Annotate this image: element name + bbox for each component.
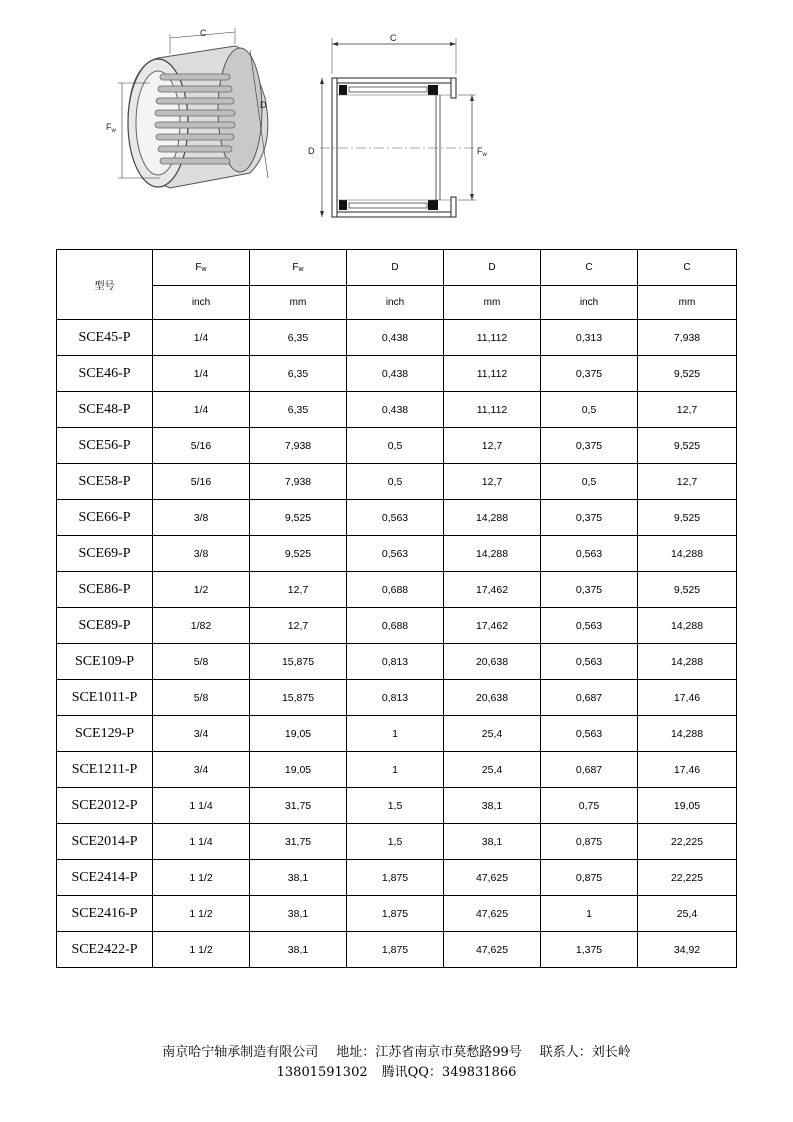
value-cell: 1 1/2 [153,932,250,968]
table-row [57,536,737,572]
value-cell: 15,875 [250,644,347,680]
value-cell: 14,288 [638,716,737,752]
company-name: 南京哈宁轴承制造有限公司 [162,1045,319,1060]
value-cell: 1,875 [347,932,444,968]
section-fw-label: $F_w$ [477,146,487,158]
value-cell: 0,688 [347,572,444,608]
value-cell: 0,875 [541,860,638,896]
value-cell: 12,7 [638,392,737,428]
value-cell: 47,625 [444,896,541,932]
value-cell: 1 1/4 [153,824,250,860]
value-cell: 38,1 [444,824,541,860]
value-cell: 11,112 [444,356,541,392]
table-row [57,680,737,716]
value-cell: 1,5 [347,788,444,824]
bearing-figures [0,0,793,240]
col-header-fw-inch: Fw [153,250,250,286]
value-cell: 1/2 [153,572,250,608]
model-cell: SCE2414-P [57,860,153,896]
table-row [57,896,737,932]
value-cell: 22,225 [638,860,737,896]
bearing-section-drawing [300,30,500,230]
value-cell: 12,7 [444,428,541,464]
value-cell: 38,1 [250,896,347,932]
value-cell: 31,75 [250,788,347,824]
value-cell: 0,75 [541,788,638,824]
value-cell: 47,625 [444,860,541,896]
company-footer-line [0,1041,793,1060]
value-cell: 19,05 [250,752,347,788]
value-cell: 1/4 [153,356,250,392]
value-cell: 25,4 [444,716,541,752]
table-row [57,716,737,752]
perspective-c-label: C [200,28,207,38]
value-cell: 0,563 [347,536,444,572]
model-cell: SCE89-P [57,608,153,644]
value-cell: 9,525 [638,500,737,536]
model-cell: SCE1011-P [57,680,153,716]
value-cell: 0,438 [347,356,444,392]
value-cell: 3/4 [153,752,250,788]
value-cell: 1 1/2 [153,860,250,896]
value-cell: 34,92 [638,932,737,968]
model-cell: SCE86-P [57,572,153,608]
table-row [57,788,737,824]
phone-number: 13801591302 [276,1065,368,1080]
header-row-units [57,286,737,320]
value-cell: 0,438 [347,320,444,356]
value-cell: 12,7 [638,464,737,500]
value-cell: 14,288 [638,644,737,680]
value-cell: 17,46 [638,752,737,788]
unit-label: mm [638,286,737,320]
table-row [57,320,737,356]
value-cell: 0,313 [541,320,638,356]
value-cell: 5/8 [153,644,250,680]
model-cell: SCE2012-P [57,788,153,824]
table-row [57,860,737,896]
value-cell: 1 1/2 [153,896,250,932]
value-cell: 20,638 [444,680,541,716]
spec-table-body [57,320,737,968]
model-header: 型号 [57,250,153,320]
bearing-perspective-illustration [100,28,280,198]
contact-person: 联系人：刘长岭 [539,1045,631,1060]
qq-number: 腾讯QQ：349831866 [381,1065,517,1080]
value-cell: 1 [541,896,638,932]
model-cell: SCE66-P [57,500,153,536]
value-cell: 0,5 [541,392,638,428]
model-cell: SCE2416-P [57,896,153,932]
value-cell: 19,05 [250,716,347,752]
table-row [57,932,737,968]
value-cell: 9,525 [638,356,737,392]
value-cell: 25,4 [638,896,737,932]
model-cell: SCE56-P [57,428,153,464]
company-address: 地址：江苏省南京市莫愁路99号 [336,1045,522,1060]
value-cell: 38,1 [250,860,347,896]
value-cell: 17,462 [444,608,541,644]
value-cell: 6,35 [250,320,347,356]
section-d-label: D [308,146,315,156]
table-row [57,824,737,860]
model-cell: SCE1211-P [57,752,153,788]
value-cell: 1,875 [347,896,444,932]
value-cell: 14,288 [638,536,737,572]
model-cell: SCE2422-P [57,932,153,968]
bearing-spec-table [56,249,737,968]
value-cell: 1,375 [541,932,638,968]
value-cell: 17,46 [638,680,737,716]
value-cell: 9,525 [638,572,737,608]
value-cell: 1/4 [153,392,250,428]
value-cell: 1 [347,752,444,788]
value-cell: 0,563 [541,608,638,644]
value-cell: 47,625 [444,932,541,968]
section-c-label: C [390,33,397,43]
value-cell: 1/4 [153,320,250,356]
value-cell: 38,1 [444,788,541,824]
value-cell: 11,112 [444,320,541,356]
value-cell: 0,813 [347,644,444,680]
value-cell: 38,1 [250,932,347,968]
value-cell: 9,525 [638,428,737,464]
value-cell: 0,688 [347,608,444,644]
value-cell: 0,563 [541,716,638,752]
value-cell: 0,438 [347,392,444,428]
table-row [57,356,737,392]
col-header-c-inch: C [541,250,638,286]
unit-label: inch [541,286,638,320]
table-row [57,392,737,428]
value-cell: 14,288 [638,608,737,644]
value-cell: 25,4 [444,752,541,788]
value-cell: 5/16 [153,464,250,500]
value-cell: 0,375 [541,356,638,392]
value-cell: 5/8 [153,680,250,716]
value-cell: 22,225 [638,824,737,860]
value-cell: 1,875 [347,860,444,896]
model-cell: SCE45-P [57,320,153,356]
perspective-d-label: D [260,100,267,110]
value-cell: 0,687 [541,752,638,788]
table-row [57,608,737,644]
table-row [57,644,737,680]
model-cell: SCE46-P [57,356,153,392]
col-header-d-inch: D [347,250,444,286]
col-header-fw-mm: Fw [250,250,347,286]
table-row [57,572,737,608]
value-cell: 9,525 [250,500,347,536]
table-row [57,428,737,464]
value-cell: 19,05 [638,788,737,824]
header-row-symbols [57,250,737,286]
model-cell: SCE48-P [57,392,153,428]
value-cell: 31,75 [250,824,347,860]
model-cell: SCE109-P [57,644,153,680]
value-cell: 15,875 [250,680,347,716]
value-cell: 1 [347,716,444,752]
value-cell: 3/8 [153,536,250,572]
value-cell: 5/16 [153,428,250,464]
value-cell: 12,7 [444,464,541,500]
table-row [57,500,737,536]
value-cell: 0,563 [347,500,444,536]
value-cell: 0,563 [541,536,638,572]
value-cell: 7,938 [250,428,347,464]
value-cell: 0,375 [541,428,638,464]
col-header-c-mm: C [638,250,737,286]
value-cell: 1 1/4 [153,788,250,824]
value-cell: 17,462 [444,572,541,608]
model-cell: SCE129-P [57,716,153,752]
value-cell: 3/8 [153,500,250,536]
value-cell: 0,563 [541,644,638,680]
model-cell: SCE69-P [57,536,153,572]
value-cell: 0,875 [541,824,638,860]
value-cell: 3/4 [153,716,250,752]
value-cell: 14,288 [444,500,541,536]
model-cell: SCE2014-P [57,824,153,860]
col-header-d-mm: D [444,250,541,286]
value-cell: 11,112 [444,392,541,428]
value-cell: 0,687 [541,680,638,716]
unit-label: inch [153,286,250,320]
table-row [57,464,737,500]
unit-label: inch [347,286,444,320]
value-cell: 6,35 [250,356,347,392]
value-cell: 12,7 [250,608,347,644]
value-cell: 0,375 [541,500,638,536]
value-cell: 0,375 [541,572,638,608]
value-cell: 12,7 [250,572,347,608]
value-cell: 20,638 [444,644,541,680]
unit-label: mm [444,286,541,320]
value-cell: 9,525 [250,536,347,572]
perspective-fw-label: $F_w$ [106,122,116,134]
contact-footer-line [0,1061,793,1080]
value-cell: 1,5 [347,824,444,860]
value-cell: 0,5 [541,464,638,500]
value-cell: 1/82 [153,608,250,644]
value-cell: 0,5 [347,464,444,500]
value-cell: 7,938 [638,320,737,356]
value-cell: 6,35 [250,392,347,428]
value-cell: 14,288 [444,536,541,572]
table-row [57,752,737,788]
unit-label: mm [250,286,347,320]
value-cell: 0,813 [347,680,444,716]
value-cell: 7,938 [250,464,347,500]
value-cell: 0,5 [347,428,444,464]
model-cell: SCE58-P [57,464,153,500]
